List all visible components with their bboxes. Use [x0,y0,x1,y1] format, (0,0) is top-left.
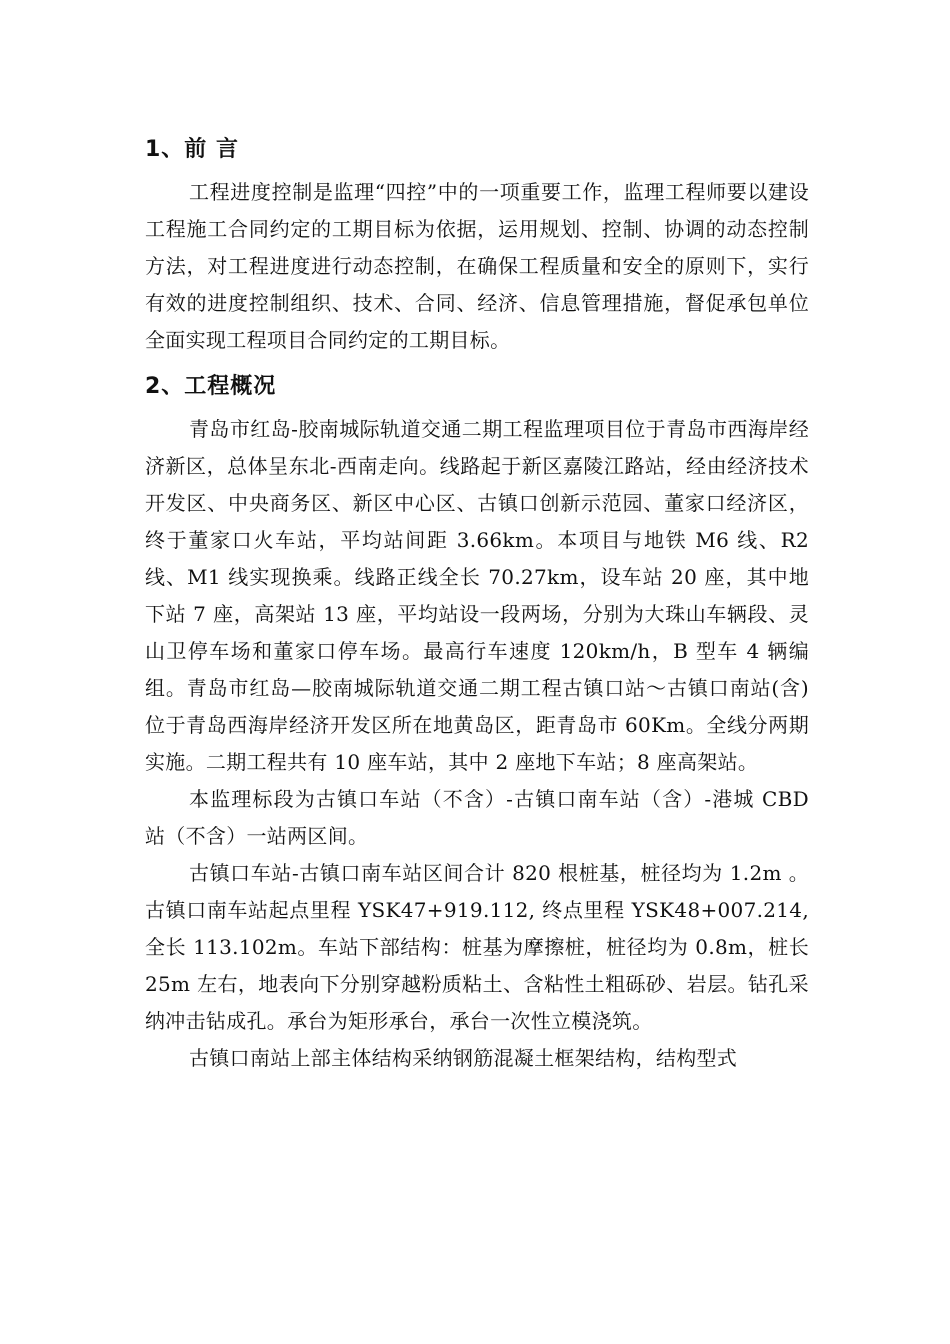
section-heading-overview: 2、工程概况 [145,374,277,399]
paragraph: 青岛市红岛-胶南城际轨道交通二期工程监理项目位于青岛市西海岸经济新区，总体呈东北-西南走向。线路起于新区嘉陵江路站，经由经济技术开发区、中央商务区、新区中心区、古镇口创新示范园、董家口经济区，终于董家口火车站，平均站间距 3.66km。本项目与地铁 M6 线、R2 线、M1 线实现换乘。线路正线全长 70.27km，设车站 20 座，其中地下站 7 座，高架站 13 座，平均站设一段两场，分别为大珠山车辆段、灵山卫停车场和董家口停车场。最高行车速度 120km/h，B 型车 4 辆编组。青岛市红岛—胶南城际轨道交通二期工程古镇口站～古镇口南站(含)位于青岛西海岸经济开发区所在地黄岛区，距青岛市 60Km。全线分两期实施。二期工程共有 10 座车站，其中 2 座地下车站；8 座高架站。 [145,417,809,774]
section-heading-preface: 1、前 言 [145,137,239,162]
paragraph: 工程进度控制是监理“四控”中的一项重要工作，监理工程师要以建设工程施工合同约定的工期目标为依据，运用规划、控制、协调的动态控制方法，对工程进度进行动态控制，在确保工程质量和安全的原则下，实行有效的进度控制组织、技术、合同、经济、信息管理措施，督促承包单位全面实现工程项目合同约定的工期目标。 [145,180,809,352]
paragraph: 古镇口车站-古镇口南车站区间合计 820 根桩基，桩径均为 1.2m 。古镇口南车站起点里程 YSK47+919.112, 终点里程 YSK48+007.214, 全长 113.102m。车站下部结构：桩基为摩擦桩，桩径均为 0.8m，桩长 25m 左右，地表向下分别穿越粉质粘土、含粘性土粗砾砂、岩层。钻孔采纳冲击钻成孔。承台为矩形承台，承台一次性立模浇筑。 [145,861,809,1033]
paragraph: 本监理标段为古镇口车站（不含）-古镇口南车站（含）-港城 CBD 站（不含）一站两区间。 [145,787,809,848]
document-body [145,128,809,1077]
paragraph: 古镇口南站上部主体结构采纳钢筋混凝土框架结构，结构型式 [189,1046,738,1070]
